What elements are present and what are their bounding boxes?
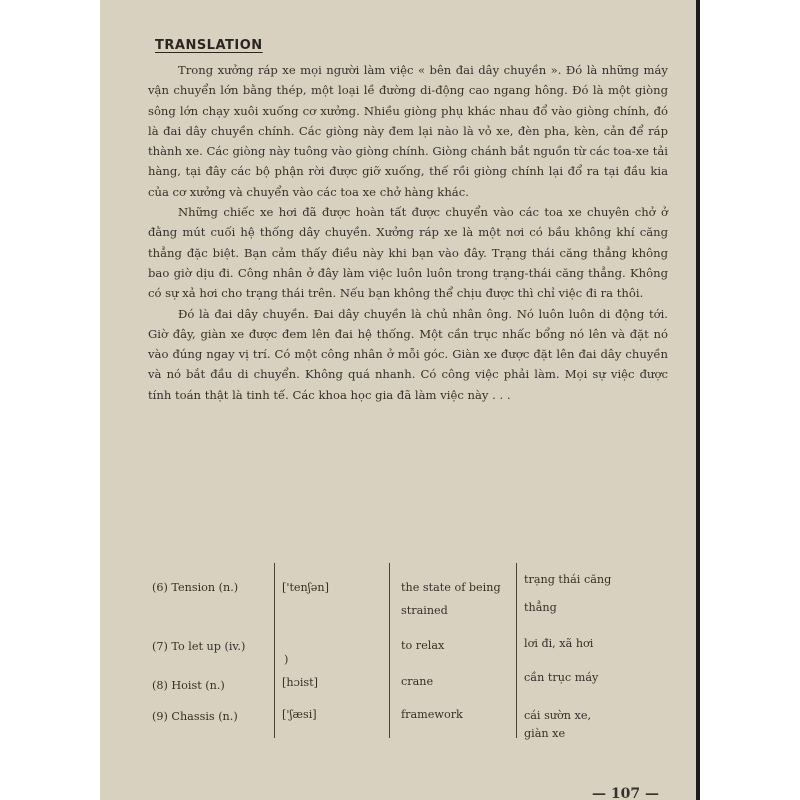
column-divider — [274, 563, 275, 738]
vocab-vietnamese: trạng thái căng — [524, 573, 612, 586]
vocab-phonetic: ) — [284, 653, 289, 666]
vocab-english: framework — [401, 708, 463, 721]
vocab-term: (7) To let up (iv.) — [152, 640, 246, 653]
book-edge — [696, 0, 700, 800]
background-right — [696, 0, 800, 800]
background-left — [0, 0, 100, 800]
paragraph-1: Trong xưởng ráp xe mọi người làm việc « bên đai dây chuyền ». Đó là những máy vận chuyển lớn bằng thép, một loại lề đường di-động cao ngang hông. Đó là một giòng sông lớn chạy xuôi xuống cơ xưởng. Nhiều giòng phụ khác nhau đổ vào giòng chính, đó là đai dây chuyền chính. Các giòng này đem lại nào là vỏ xe, đèn pha, kèn, cản để ráp thành xe. Các giòng này tuông vào giòng chính. Giòng chánh bắt nguồn từ các toa-xe tải hàng, tại đây các bộ phận rời được giỡ xuống, thế rồi giòng chính lại đổ ra tại đầu kia của cơ xưởng và chuyển vào các toa xe chở hàng khác. — [148, 63, 668, 199]
vocab-vietnamese: lơi đi, xã hơi — [524, 637, 594, 650]
paragraph-2: Những chiếc xe hơi đã được hoàn tất được chuyển vào các toa xe chuyên chở ở đằng mút cuối hệ thống dây chuyền. Xưởng ráp xe là một nơi có bầu không khí căng thẳng đặc biệt. Bạn cảm thấy điều này khi bạn vào đây. Trạng thái căng thẳng không bao giờ dịu đi. Công nhân ở đây làm việc luôn luôn trong trạng-thái căng thẳng. Không có sự xả hơi cho trạng thái trên. Nếu bạn không thể chịu được thì chỉ việc đi ra thôi. — [148, 205, 668, 301]
vocabulary-table — [148, 563, 680, 738]
translation-text — [148, 60, 668, 405]
vocab-term: (9) Chassis (n.) — [152, 710, 238, 723]
vocab-term: (6) Tension (n.) — [152, 581, 239, 594]
vocab-english: the state of being — [401, 581, 501, 594]
vocab-phonetic: [hɔist] — [282, 676, 319, 689]
vocab-vietnamese: thẳng — [524, 601, 557, 614]
page-number: — 107 — — [592, 786, 659, 800]
vocab-phonetic: ['tenʃən] — [282, 581, 329, 594]
vocab-vietnamese: cần trục máy — [524, 671, 599, 684]
vocab-english: strained — [401, 604, 448, 617]
vocab-vietnamese: giàn xe — [524, 727, 566, 740]
section-heading: TRANSLATION — [155, 38, 263, 53]
vocab-phonetic: ['ʃæsi] — [282, 708, 317, 721]
vocab-term: (8) Hoist (n.) — [152, 679, 225, 692]
vocab-english: crane — [401, 675, 434, 688]
book-page — [100, 0, 696, 800]
column-divider — [389, 563, 390, 738]
vocab-english: to relax — [401, 639, 445, 652]
vocab-vietnamese: cái sườn xe, — [524, 709, 591, 722]
paragraph-3: Đó là đai dây chuyền. Đai dây chuyền là chủ nhân ông. Nó luôn luôn di động tới. Giờ đây, giàn xe được đem lên đai hệ thống. Một cần trục nhấc bổng nó lên và đặt nó vào đúng ngay vị trí. Có một công nhân ở mỗi góc. Giàn xe được đặt lên đai dây chuyền và nó bắt đầu di chuyển. Không quá nhanh. Có công việc phải làm. Mọi sự việc được tính toán thật là tinh tế. Các khoa học gia đã làm việc này . . . — [148, 306, 668, 402]
column-divider — [516, 563, 517, 738]
